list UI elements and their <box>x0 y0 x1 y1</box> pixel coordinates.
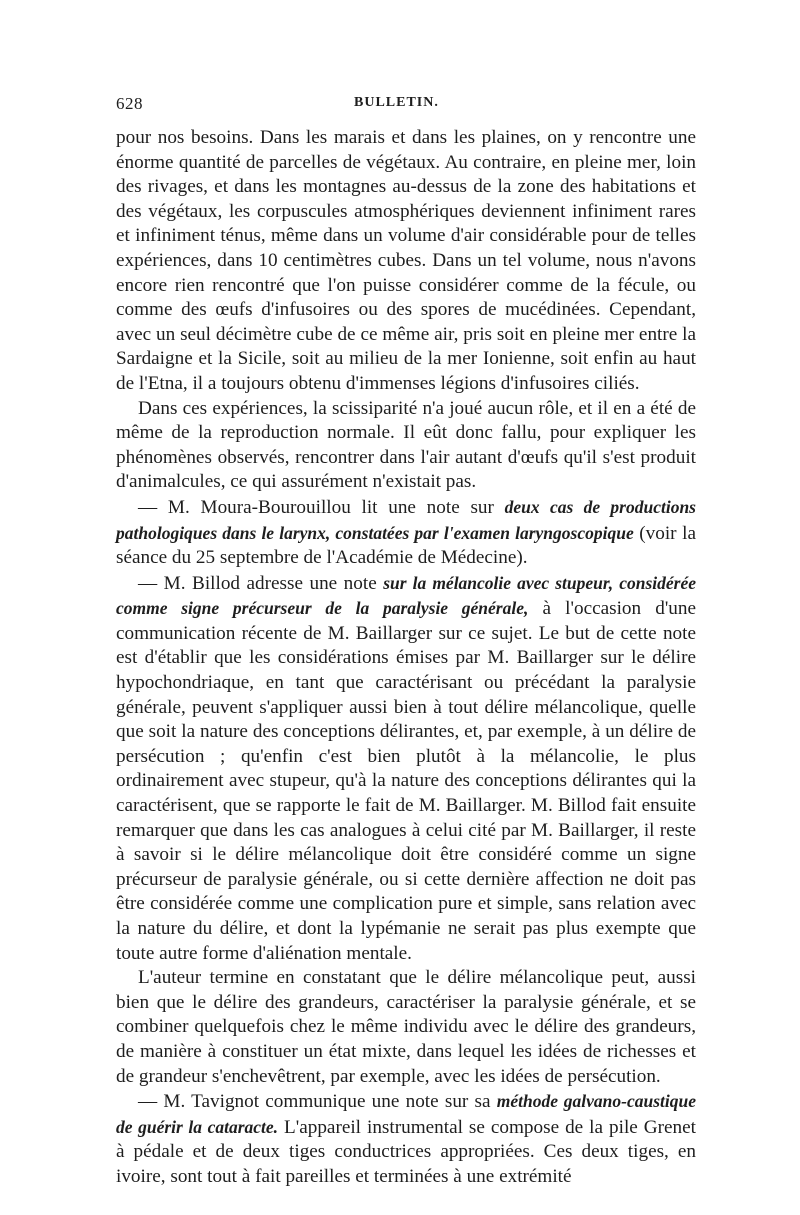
running-head: BULLETIN. <box>354 95 439 110</box>
paragraph-5: L'auteur termine en constatant que le délire mélancolique peut, aussi bien que le délire des grandeurs, caractériser la paralysie générale, et se combiner quelquefois chez le même individu avec le délire des grandeurs, de manière à constituer un état mixte, dans lequel les idées de richesses et de grandeur s'enchevêtrent, par exemple, avec les idées de persécution. <box>116 967 696 1087</box>
paragraph-2: Dans ces expériences, la scissiparité n'a joué aucun rôle, et il en a été de même de la reproduction normale. Il eût donc fallu, pour expliquer les phénomènes observés, rencontrer dans l'air autant d'œufs qu'il s'est produit d'animalcules, ce qui assurément n'existait pas. <box>116 397 696 493</box>
paragraph-6-lead: — M. Tavignot communique une note sur sa <box>138 1091 497 1113</box>
paragraph-1: pour nos besoins. Dans les marais et dans les plaines, on y rencontre une énorme quantité de parcelles de végétaux. Au contraire, en pleine mer, loin des rivages, et dans les montagnes au-dessus de la zone des habitations et des végétaux, les corpuscules atmosphériques deviennent infiniment rares et infiniment ténus, même dans un volume d'air considérable pour de telles expériences, dans 10 centimètres cubes. Dans un tel volume, nous n'avons encore rien rencontré que l'on puisse considérer comme de la fécule, ou comme des œufs d'infusoires ou des spores de mucédinées. Cependant, avec un seul décimètre cube de ce même air, pris soit en pleine mer entre la Sardaigne et la Sicile, soit au milieu de la mer Ionienne, soit enfin au haut de l'Etna, il a toujours obtenu d'immenses légions d'infusoires ciliés. <box>116 127 696 394</box>
page-header <box>116 94 694 118</box>
paragraph-4-title: sur la mélancolie avec stupeur, considérée comme signe précurseur de la paralysie générale, <box>116 572 696 619</box>
paragraph-4-lead: — M. Billod adresse une note <box>138 572 384 594</box>
paragraph-4-rest: à l'occasion d'une communication récente de M. Baillarger sur ce sujet. Le but de cette note est d'établir que les considérations émises par M. Baillarger sur le délire hypochondriaque, en tant que caractérisant ou précédant la paralysie générale, peuvent s'appliquer aussi bien à tout délire mélancolique, quelle que soit la nature des conceptions délirantes, et, par exemple, à un délire de persécution ; qu'enfin c'est bien plutôt à la mélancolie, le plus ordinairement avec stupeur, qu'à la nature des conceptions délirantes qui la caractérisent, que se rapporte le fait de M. Baillarger. M. Billod fait ensuite remarquer que dans les cas analogues à celui cité par M. Baillarger, il reste à savoir si le délire mélancolique doit être considéré comme un signe précurseur de paralysie générale, ou si cette dernière affection ne doit pas être considérée comme une complication pure et simple, sans relation avec la nature du délire, et dont la lypémanie ne serait pas plus exempte que toute autre forme d'aliénation mentale. <box>116 598 696 964</box>
paragraph-3-title: deux cas de productions pathologiques dans le larynx, constatées par l'examen laryngoscopique <box>116 496 696 543</box>
paragraph-moura-bourouillou <box>116 495 696 571</box>
paragraph-billod <box>116 571 696 967</box>
paragraph-tavignot <box>116 1089 696 1189</box>
paragraph-3-rest: (voir la séance du 25 septembre de l'Académie de Médecine). <box>116 522 696 569</box>
paragraph-6-title: méthode galvano-caustique de guérir la cataracte. <box>116 1091 696 1137</box>
paragraph-3-lead: — M. Moura-Bourouillou lit une note sur <box>138 496 505 518</box>
paragraph-6-rest: L'appareil instrumental se compose de la pile Grenet à pédale et de deux tiges conductrices appropriées. Ces deux tiges, en ivoire, sont tout à fait pareilles et terminées à une extrémité <box>116 1116 696 1187</box>
page-number: 628 <box>116 94 143 113</box>
body-text <box>116 126 696 1190</box>
